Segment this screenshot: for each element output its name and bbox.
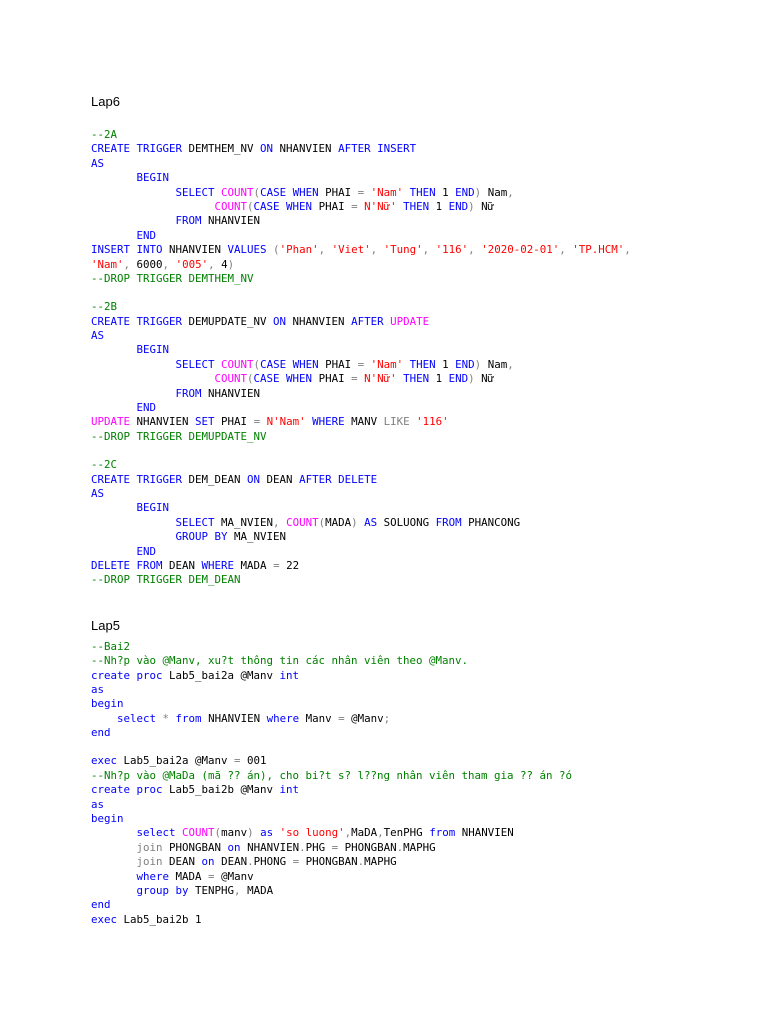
function-token: COUNT bbox=[214, 372, 248, 386]
keyword-token: on bbox=[201, 855, 222, 869]
code-line bbox=[91, 783, 751, 797]
code-line bbox=[91, 458, 751, 472]
identifier-token bbox=[91, 372, 215, 385]
keyword-token: SET bbox=[195, 415, 222, 429]
section-lap5 bbox=[91, 618, 751, 927]
operator-token: , bbox=[162, 257, 176, 271]
identifier-token: DEAN bbox=[169, 855, 202, 869]
identifier-token bbox=[91, 545, 137, 558]
string-token: '116' bbox=[416, 415, 449, 429]
identifier-token: SOLUONG bbox=[383, 515, 436, 529]
code-line bbox=[91, 669, 751, 683]
keyword-token: where bbox=[266, 711, 306, 725]
keyword-token: end bbox=[91, 898, 111, 912]
identifier-token: PHAI bbox=[318, 199, 352, 213]
comment-token: --Nh?p vào @MaDa (mã ?? án), cho bi?t s? l??ng nhân viên tham gia ?? án ?ó bbox=[91, 768, 573, 782]
keyword-token: AS bbox=[364, 515, 384, 529]
identifier-token bbox=[91, 501, 137, 514]
identifier-token: PHONGBAN bbox=[305, 855, 358, 869]
identifier-token: NHANVIEN bbox=[136, 415, 196, 429]
operator-token: = bbox=[234, 754, 248, 768]
code-line bbox=[91, 157, 751, 171]
operator-token: = bbox=[331, 840, 345, 854]
identifier-token bbox=[91, 186, 176, 199]
code-block bbox=[91, 300, 751, 444]
operator-token: , bbox=[559, 243, 573, 257]
identifier-token bbox=[91, 826, 137, 839]
keyword-token: CASE WHEN bbox=[260, 185, 326, 199]
identifier-token: PHAI bbox=[318, 372, 352, 386]
operator-token: , bbox=[507, 185, 514, 199]
identifier-token: NHANVIEN bbox=[279, 142, 339, 156]
keyword-token: END bbox=[136, 228, 157, 242]
function-token: UPDATE bbox=[390, 314, 430, 328]
identifier-token: 22 bbox=[286, 558, 300, 572]
code-line bbox=[91, 315, 751, 329]
keyword-token: end bbox=[91, 726, 111, 740]
code-line bbox=[91, 573, 751, 587]
identifier-token: 001 bbox=[247, 754, 267, 768]
operator-token: ( bbox=[253, 357, 261, 371]
string-token: 'Nam' bbox=[370, 357, 410, 371]
operator-token: ; bbox=[383, 711, 391, 725]
operator-token: , bbox=[370, 243, 384, 257]
identifier-token: PHAI bbox=[325, 185, 358, 199]
code-line bbox=[91, 473, 751, 487]
keyword-token: GROUP BY bbox=[175, 530, 235, 544]
keyword-token: SELECT bbox=[175, 357, 222, 371]
identifier-token: MaDA bbox=[351, 826, 378, 840]
keyword-token: CASE WHEN bbox=[253, 199, 319, 213]
string-token: 'Tung' bbox=[383, 243, 423, 257]
keyword-token: AFTER DELETE bbox=[299, 472, 378, 486]
operator-token: ( bbox=[247, 199, 254, 213]
keyword-token: AFTER bbox=[351, 314, 391, 328]
identifier-token: MA_NVIEN bbox=[234, 530, 287, 544]
comment-token: --Nh?p vào @Manv, xu?t thông tin các nhân viên theo @Manv. bbox=[91, 654, 469, 668]
function-token: COUNT bbox=[182, 826, 215, 840]
identifier-token: 1 bbox=[435, 372, 449, 386]
code-line bbox=[91, 128, 751, 142]
identifier-token: Lab5_bai2a @Manv bbox=[123, 754, 235, 768]
keyword-token: INSERT INTO bbox=[91, 243, 170, 257]
operator-token: ) bbox=[227, 257, 235, 271]
keyword-token: on bbox=[227, 840, 248, 854]
code-line bbox=[91, 200, 751, 214]
operator-token: . bbox=[396, 840, 404, 854]
code-line bbox=[91, 401, 751, 415]
keyword-token: DELETE FROM bbox=[91, 558, 170, 572]
identifier-token: Manv bbox=[305, 711, 339, 725]
keyword-token: FROM bbox=[175, 214, 209, 228]
identifier-token: Nam bbox=[487, 357, 508, 371]
operator-token: LIKE bbox=[383, 415, 417, 429]
string-token: '2020-02-01' bbox=[481, 243, 560, 257]
function-token: COUNT bbox=[221, 357, 254, 371]
operator-token: ) bbox=[474, 185, 488, 199]
keyword-token: group by bbox=[136, 883, 196, 897]
keyword-token: create proc bbox=[91, 783, 170, 797]
identifier-token bbox=[91, 516, 176, 529]
keyword-token: BEGIN bbox=[136, 171, 170, 185]
keyword-token: begin bbox=[91, 697, 124, 711]
function-token: UPDATE bbox=[91, 415, 137, 429]
identifier-token: 1 bbox=[435, 199, 449, 213]
keyword-token: THEN bbox=[409, 185, 443, 199]
operator-token: = bbox=[253, 415, 267, 429]
keyword-token: END bbox=[455, 357, 475, 371]
code-line bbox=[91, 798, 751, 812]
keyword-token: where bbox=[136, 869, 176, 883]
code-line bbox=[91, 654, 751, 668]
code-line bbox=[91, 214, 751, 228]
identifier-token: DEAN bbox=[266, 472, 300, 486]
code-line bbox=[91, 300, 751, 314]
operator-token: , bbox=[344, 826, 352, 840]
identifier-token: DEAN bbox=[169, 558, 202, 572]
section-heading: Lap5 bbox=[91, 617, 120, 633]
section-lap6 bbox=[91, 94, 751, 588]
operator-token: , bbox=[468, 243, 482, 257]
code-line bbox=[91, 841, 751, 855]
identifier-token bbox=[91, 884, 137, 897]
string-token: '005' bbox=[175, 257, 209, 271]
identifier-token: @Manv bbox=[351, 711, 384, 725]
comment-token: --2A bbox=[91, 128, 118, 141]
keyword-token: begin bbox=[91, 812, 124, 826]
keyword-token: ON bbox=[247, 472, 267, 486]
keyword-token: VALUES bbox=[227, 243, 274, 257]
operator-token: join bbox=[136, 840, 170, 854]
comment-token: --DROP TRIGGER DEMTHEM_NV bbox=[91, 271, 254, 285]
keyword-token: SELECT bbox=[175, 515, 222, 529]
identifier-token bbox=[91, 214, 176, 227]
code-line bbox=[91, 559, 751, 573]
identifier-token: MA_NVIEN bbox=[221, 515, 274, 529]
keyword-token: exec bbox=[91, 912, 124, 926]
keyword-token: from bbox=[175, 711, 209, 725]
operator-token: , bbox=[273, 515, 287, 529]
operator-token: = bbox=[338, 711, 352, 725]
keyword-token: CREATE TRIGGER bbox=[91, 314, 189, 328]
identifier-token: MADA bbox=[325, 515, 352, 529]
string-token: 'Phan' bbox=[279, 243, 319, 257]
operator-token: . bbox=[357, 855, 365, 869]
identifier-token: 1 bbox=[442, 357, 456, 371]
identifier-token: 6000 bbox=[136, 257, 163, 271]
keyword-token: from bbox=[429, 826, 462, 840]
operator-token: ) bbox=[247, 826, 261, 840]
identifier-token: NHANVIEN bbox=[461, 826, 514, 840]
keyword-token: END bbox=[448, 372, 469, 386]
keyword-token: FROM bbox=[435, 515, 469, 529]
keyword-token: CASE WHEN bbox=[260, 357, 326, 371]
code-line bbox=[91, 186, 751, 200]
identifier-token bbox=[91, 870, 137, 883]
code-line bbox=[91, 229, 751, 243]
operator-token: ( bbox=[247, 372, 254, 386]
code-line bbox=[91, 372, 751, 386]
section-heading: Lap6 bbox=[91, 94, 120, 109]
operator-token: = bbox=[292, 855, 306, 869]
identifier-token: Nữ bbox=[481, 199, 495, 213]
operator-token: , bbox=[318, 243, 332, 257]
identifier-token: MAPHG bbox=[403, 840, 436, 854]
keyword-token: select bbox=[117, 711, 163, 725]
code-line bbox=[91, 640, 751, 654]
string-token: 'TP.HCM' bbox=[572, 243, 625, 257]
code-block bbox=[91, 128, 751, 286]
identifier-token: Lab5_bai2b @Manv bbox=[169, 783, 280, 797]
identifier-token bbox=[91, 229, 137, 242]
comment-token: --DROP TRIGGER DEM_DEAN bbox=[91, 573, 241, 587]
keyword-token: END bbox=[136, 544, 157, 558]
operator-token: = bbox=[357, 357, 371, 371]
code-line bbox=[91, 545, 751, 559]
keyword-token: create proc bbox=[91, 668, 170, 682]
code-line bbox=[91, 884, 751, 898]
identifier-token bbox=[91, 712, 117, 725]
keyword-token: AS bbox=[91, 156, 105, 170]
identifier-token: Nam bbox=[487, 185, 508, 199]
code-block bbox=[91, 754, 751, 927]
operator-token: ( bbox=[253, 185, 261, 199]
keyword-token: ON bbox=[273, 314, 293, 328]
identifier-token bbox=[91, 530, 176, 543]
code-line bbox=[91, 683, 751, 697]
keyword-token: THEN bbox=[403, 199, 436, 213]
string-token: N'Nữ' bbox=[364, 199, 404, 213]
identifier-token: MADA bbox=[247, 883, 274, 897]
identifier-token bbox=[91, 387, 176, 400]
code-line bbox=[91, 142, 751, 156]
keyword-token: CREATE TRIGGER bbox=[91, 472, 189, 486]
identifier-token: NHANVIEN bbox=[208, 711, 267, 725]
code-line bbox=[91, 516, 751, 530]
operator-token: , bbox=[123, 257, 137, 271]
code-line bbox=[91, 243, 751, 257]
keyword-token: THEN bbox=[403, 372, 436, 386]
string-token: 'Nam' bbox=[91, 257, 124, 271]
identifier-token: MADA bbox=[175, 869, 209, 883]
identifier-token: DEMTHEM_NV bbox=[188, 142, 261, 156]
identifier-token: NHANVIEN bbox=[292, 314, 352, 328]
comment-token: --2B bbox=[91, 300, 118, 314]
code-line bbox=[91, 697, 751, 711]
identifier-token: TENPHG bbox=[195, 883, 235, 897]
identifier-token: @Manv bbox=[221, 869, 254, 883]
string-token: '116' bbox=[435, 243, 469, 257]
code-line bbox=[91, 855, 751, 869]
code-block bbox=[91, 640, 751, 741]
keyword-token: BEGIN bbox=[136, 501, 170, 515]
operator-token: ( bbox=[214, 826, 222, 840]
keyword-token: FROM bbox=[175, 386, 209, 400]
code-line bbox=[91, 769, 751, 783]
code-line bbox=[91, 171, 751, 185]
keyword-token: exec bbox=[91, 754, 124, 768]
keyword-token: CREATE TRIGGER bbox=[91, 142, 189, 156]
string-token: N'Nam' bbox=[266, 415, 313, 429]
document-page bbox=[91, 94, 751, 927]
operator-token: ) bbox=[468, 199, 482, 213]
code-line bbox=[91, 870, 751, 884]
function-token: COUNT bbox=[214, 199, 248, 213]
code-line bbox=[91, 501, 751, 515]
identifier-token: PHAI bbox=[325, 357, 358, 371]
comment-token: --Bai2 bbox=[91, 639, 131, 653]
identifier-token: MANV bbox=[351, 415, 384, 429]
identifier-token: TenPHG bbox=[383, 826, 430, 840]
keyword-token: SELECT bbox=[175, 185, 222, 199]
string-token: 'so luong' bbox=[279, 826, 345, 840]
code-line bbox=[91, 387, 751, 401]
keyword-token: int bbox=[279, 783, 300, 797]
operator-token: join bbox=[136, 855, 170, 869]
code-line bbox=[91, 530, 751, 544]
identifier-token: 4 bbox=[221, 257, 228, 271]
operator-token: ) bbox=[351, 515, 365, 529]
string-token: N'Nữ' bbox=[364, 372, 404, 386]
operator-token: = bbox=[208, 869, 222, 883]
keyword-token: AS bbox=[91, 486, 105, 500]
operator-token: , bbox=[377, 826, 384, 840]
keyword-token: AFTER INSERT bbox=[338, 142, 417, 156]
operator-token: ) bbox=[468, 372, 482, 386]
identifier-token bbox=[91, 358, 176, 371]
identifier-token: PHONGBAN bbox=[344, 840, 397, 854]
function-token: COUNT bbox=[286, 515, 319, 529]
code-line bbox=[91, 415, 751, 429]
keyword-token: END bbox=[136, 401, 157, 415]
code-line bbox=[91, 726, 751, 740]
code-line bbox=[91, 329, 751, 343]
identifier-token bbox=[91, 171, 137, 184]
keyword-token: select bbox=[136, 826, 183, 840]
identifier-token: DEAN bbox=[221, 855, 248, 869]
code-line bbox=[91, 358, 751, 372]
operator-token: . bbox=[247, 855, 254, 869]
identifier-token: NHANVIEN bbox=[247, 840, 300, 854]
identifier-token: NHANVIEN bbox=[208, 386, 261, 400]
identifier-token: NHANVIEN bbox=[208, 214, 261, 228]
operator-token: , bbox=[624, 243, 631, 257]
identifier-token bbox=[91, 855, 137, 868]
identifier-token: Lab5_bai2a @Manv bbox=[169, 668, 280, 682]
keyword-token: WHERE bbox=[201, 558, 241, 572]
keyword-token: END bbox=[455, 185, 475, 199]
code-line bbox=[91, 712, 751, 726]
identifier-token: Nữ bbox=[481, 372, 495, 386]
operator-token: = bbox=[273, 558, 287, 572]
operator-token: , bbox=[234, 883, 248, 897]
keyword-token: WHERE bbox=[312, 415, 352, 429]
comment-token: --2C bbox=[91, 458, 118, 472]
operator-token: = bbox=[351, 199, 365, 213]
identifier-token: MADA bbox=[240, 558, 274, 572]
code-line bbox=[91, 898, 751, 912]
identifier-token bbox=[91, 200, 215, 213]
identifier-token: DEM_DEAN bbox=[188, 472, 248, 486]
keyword-token: END bbox=[448, 199, 469, 213]
code-line bbox=[91, 812, 751, 826]
identifier-token bbox=[91, 841, 137, 854]
keyword-token: THEN bbox=[409, 357, 443, 371]
keyword-token: ON bbox=[260, 142, 280, 156]
code-line bbox=[91, 487, 751, 501]
keyword-token: as bbox=[260, 826, 280, 840]
identifier-token: PHANCONG bbox=[468, 515, 521, 529]
operator-token: ( bbox=[318, 515, 326, 529]
identifier-token bbox=[91, 401, 137, 414]
operator-token: ) bbox=[474, 357, 488, 371]
string-token: 'Viet' bbox=[331, 243, 371, 257]
function-token: COUNT bbox=[221, 185, 254, 199]
identifier-token: PHG bbox=[305, 840, 332, 854]
operator-token: , bbox=[422, 243, 436, 257]
operator-token: , bbox=[208, 257, 222, 271]
keyword-token: int bbox=[279, 668, 300, 682]
keyword-token: as bbox=[91, 797, 105, 811]
comment-token: --DROP TRIGGER DEMUPDATE_NV bbox=[91, 429, 267, 443]
code-line bbox=[91, 343, 751, 357]
identifier-token: manv bbox=[221, 826, 248, 840]
identifier-token: Lab5_bai2b 1 bbox=[123, 912, 202, 926]
identifier-token: PHONGBAN bbox=[169, 840, 228, 854]
identifier-token: NHANVIEN bbox=[169, 243, 228, 257]
keyword-token: BEGIN bbox=[136, 343, 170, 357]
identifier-token bbox=[91, 343, 137, 356]
identifier-token: DEMUPDATE_NV bbox=[188, 314, 274, 328]
operator-token: . bbox=[299, 840, 306, 854]
identifier-token: MAPHG bbox=[364, 855, 397, 869]
code-line bbox=[91, 826, 751, 840]
code-line bbox=[91, 272, 751, 286]
operator-token: * bbox=[162, 711, 176, 725]
code-line bbox=[91, 430, 751, 444]
operator-token: = bbox=[357, 185, 371, 199]
operator-token: = bbox=[351, 372, 365, 386]
code-block bbox=[91, 458, 751, 588]
keyword-token: CASE WHEN bbox=[253, 372, 319, 386]
identifier-token: 1 bbox=[442, 185, 456, 199]
code-line bbox=[91, 913, 751, 927]
string-token: 'Nam' bbox=[370, 185, 410, 199]
keyword-token: as bbox=[91, 682, 105, 696]
code-line bbox=[91, 258, 751, 272]
identifier-token: PHAI bbox=[221, 415, 254, 429]
identifier-token: PHONG bbox=[253, 855, 293, 869]
code-line bbox=[91, 754, 751, 768]
operator-token: , bbox=[507, 357, 514, 371]
operator-token: ( bbox=[273, 243, 280, 257]
keyword-token: AS bbox=[91, 329, 105, 343]
